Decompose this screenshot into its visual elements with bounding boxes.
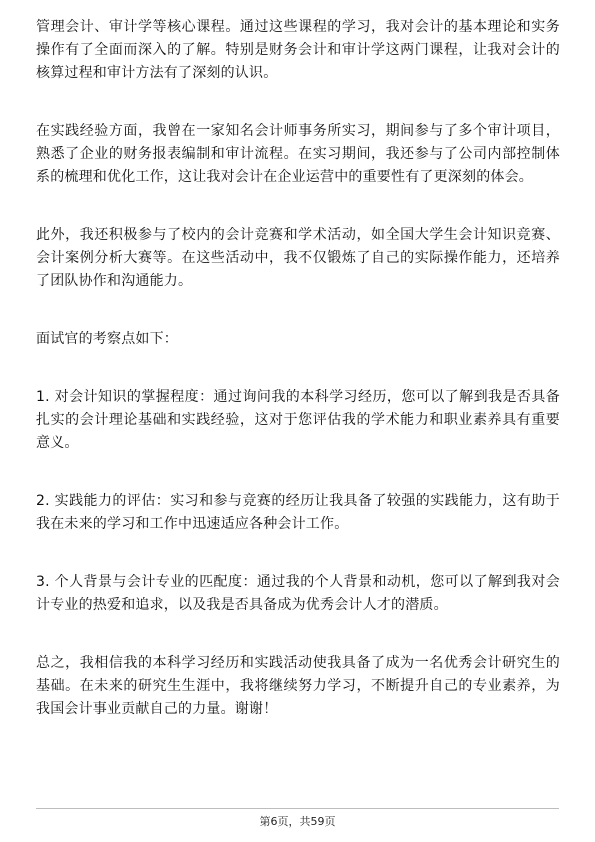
paragraph-assessment-heading: 面试官的考察点如下： [36, 331, 178, 347]
document-body [36, 16, 560, 721]
paragraph-internship: 在实践经验方面，我曾在一家知名会计师事务所实习，期间参与了多个审计项目，熟悉了企业的财务报表编制和审计流程。在实习期间，我还参与了公司内部控制体系的梳理和优化工作，这让我对会计在企业运营中的重要性有了更深刻的体会。 [36, 123, 560, 185]
paragraph-point-2: 2. 实践能力的评估：实习和参与竞赛的经历让我具备了较强的实践能力，这有助于我在未来的学习和工作中迅速适应各种会计工作。 [36, 493, 560, 532]
footer-divider [36, 808, 559, 809]
paragraph-conclusion: 总之，我相信我的本科学习经历和实践活动使我具备了成为一名优秀会计研究生的基础。在未来的研究生生涯中，我将继续努力学习，不断提升自己的专业素养，为我国会计事业贡献自己的力量。谢谢！ [36, 655, 560, 717]
paragraph-point-1: 1. 对会计知识的掌握程度：通过询问我的本科学习经历，您可以了解到我是否具备扎实的会计理论基础和实践经验，这对于您评估我的学术能力和职业素养具有重要意义。 [36, 389, 560, 451]
paragraph-activities: 此外，我还积极参与了校内的会计竞赛和学术活动，如全国大学生会计知识竞赛、会计案例分析大赛等。在这些活动中，我不仅锻炼了自己的实际操作能力，还培养了团队协作和沟通能力。 [36, 227, 560, 289]
paragraph-courses: 管理会计、审计学等核心课程。通过这些课程的学习，我对会计的基本理论和实务操作有了全面而深入的了解。特别是财务会计和审计学这两门课程，让我对会计的核算过程和审计方法有了深刻的认识。 [36, 19, 560, 81]
page-number: 第6页，共59页 [259, 815, 336, 828]
paragraph-point-3: 3. 个人背景与会计专业的匹配度：通过我的个人背景和动机，您可以了解到我对会计专业的热爱和追求，以及我是否具备成为优秀会计人才的潜质。 [36, 574, 560, 613]
